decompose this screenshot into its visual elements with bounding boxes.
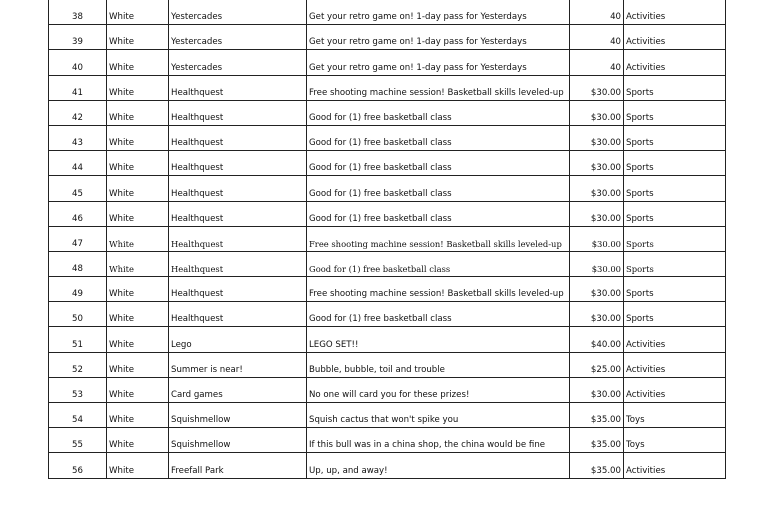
row-number[interactable]: 50 bbox=[49, 302, 107, 327]
color-cell[interactable]: White bbox=[107, 75, 169, 100]
sponsor-cell[interactable]: Yestercades bbox=[169, 0, 307, 25]
row-number[interactable]: 38 bbox=[49, 0, 107, 25]
sponsor-cell[interactable]: Card games bbox=[169, 377, 307, 402]
description-cell[interactable]: Free shooting machine session! Basketball skills leveled-up bbox=[307, 75, 570, 100]
category-cell[interactable]: Sports bbox=[624, 302, 726, 327]
description-cell[interactable]: Free shooting machine session! Basketball skills leveled-up bbox=[307, 277, 570, 302]
color-cell[interactable]: White bbox=[107, 453, 169, 478]
category-cell[interactable]: Sports bbox=[624, 151, 726, 176]
description-cell[interactable]: Get your retro game on! 1-day pass for Yesterdays bbox=[307, 0, 570, 25]
table-row bbox=[49, 302, 726, 327]
color-cell[interactable]: White bbox=[107, 251, 169, 276]
category-cell[interactable]: Sports bbox=[624, 277, 726, 302]
sponsor-cell[interactable]: Summer is near! bbox=[169, 352, 307, 377]
sponsor-cell[interactable]: Healthquest bbox=[169, 176, 307, 201]
color-cell[interactable]: White bbox=[107, 327, 169, 352]
table-row bbox=[49, 251, 726, 276]
color-cell[interactable]: White bbox=[107, 302, 169, 327]
table-row bbox=[49, 50, 726, 75]
category-cell[interactable]: Sports bbox=[624, 100, 726, 125]
category-cell[interactable]: Sports bbox=[624, 251, 726, 276]
table-row bbox=[49, 100, 726, 125]
description-cell[interactable]: Good for (1) free basketball class bbox=[307, 125, 570, 150]
category-cell[interactable]: Activities bbox=[624, 0, 726, 25]
category-cell[interactable]: Toys bbox=[624, 403, 726, 428]
sponsor-cell[interactable]: Healthquest bbox=[169, 277, 307, 302]
row-number[interactable]: 39 bbox=[49, 25, 107, 50]
category-cell[interactable]: Sports bbox=[624, 125, 726, 150]
description-cell[interactable]: Good for (1) free basketball class bbox=[307, 251, 570, 276]
category-cell[interactable]: Activities bbox=[624, 377, 726, 402]
sponsor-cell[interactable]: Yestercades bbox=[169, 25, 307, 50]
color-cell[interactable]: White bbox=[107, 403, 169, 428]
row-number[interactable]: 55 bbox=[49, 428, 107, 453]
category-cell[interactable]: Activities bbox=[624, 50, 726, 75]
description-cell[interactable]: Squish cactus that won't spike you bbox=[307, 403, 570, 428]
value-cell[interactable]: 40 bbox=[570, 25, 624, 50]
value-cell[interactable]: $25.00 bbox=[570, 352, 624, 377]
table-row bbox=[49, 352, 726, 377]
sponsor-cell[interactable]: Healthquest bbox=[169, 201, 307, 226]
sponsor-cell[interactable]: Squishmellow bbox=[169, 428, 307, 453]
description-cell[interactable]: Good for (1) free basketball class bbox=[307, 151, 570, 176]
value-cell[interactable]: 40 bbox=[570, 0, 624, 25]
category-cell[interactable]: Sports bbox=[624, 201, 726, 226]
color-cell[interactable]: White bbox=[107, 25, 169, 50]
table-row bbox=[49, 25, 726, 50]
value-cell[interactable]: $30.00 bbox=[570, 125, 624, 150]
category-cell[interactable]: Sports bbox=[624, 226, 726, 251]
value-cell[interactable]: $30.00 bbox=[570, 201, 624, 226]
table-row bbox=[49, 125, 726, 150]
category-cell[interactable]: Activities bbox=[624, 327, 726, 352]
description-cell[interactable]: Good for (1) free basketball class bbox=[307, 100, 570, 125]
table-row bbox=[49, 428, 726, 453]
color-cell[interactable]: White bbox=[107, 50, 169, 75]
table-row bbox=[49, 277, 726, 302]
color-cell[interactable]: White bbox=[107, 151, 169, 176]
color-cell[interactable]: White bbox=[107, 0, 169, 25]
value-cell[interactable]: 40 bbox=[570, 50, 624, 75]
row-number[interactable]: 53 bbox=[49, 377, 107, 402]
table-row bbox=[49, 403, 726, 428]
sponsor-cell[interactable]: Healthquest bbox=[169, 151, 307, 176]
value-cell[interactable]: $30.00 bbox=[570, 251, 624, 276]
category-cell[interactable]: Activities bbox=[624, 453, 726, 478]
description-cell[interactable]: Get your retro game on! 1-day pass for Yesterdays bbox=[307, 25, 570, 50]
category-cell[interactable]: Toys bbox=[624, 428, 726, 453]
row-number[interactable]: 52 bbox=[49, 352, 107, 377]
row-number[interactable]: 46 bbox=[49, 201, 107, 226]
color-cell[interactable]: White bbox=[107, 125, 169, 150]
sponsor-cell[interactable]: Healthquest bbox=[169, 302, 307, 327]
category-cell[interactable]: Activities bbox=[624, 352, 726, 377]
row-number[interactable]: 48 bbox=[49, 251, 107, 276]
description-cell[interactable]: Get your retro game on! 1-day pass for Yesterdays bbox=[307, 50, 570, 75]
description-cell[interactable]: Free shooting machine session! Basketball skills leveled-up bbox=[307, 226, 570, 251]
row-number[interactable]: 54 bbox=[49, 403, 107, 428]
value-cell[interactable]: $30.00 bbox=[570, 377, 624, 402]
table-row bbox=[49, 0, 726, 25]
description-cell[interactable]: If this bull was in a china shop, the china would be fine bbox=[307, 428, 570, 453]
value-cell[interactable]: $30.00 bbox=[570, 176, 624, 201]
table-row bbox=[49, 151, 726, 176]
color-cell[interactable]: White bbox=[107, 226, 169, 251]
sponsor-cell[interactable]: Freefall Park bbox=[169, 453, 307, 478]
category-cell[interactable]: Sports bbox=[624, 176, 726, 201]
sponsor-cell[interactable]: Healthquest bbox=[169, 125, 307, 150]
row-number[interactable]: 41 bbox=[49, 75, 107, 100]
row-number[interactable]: 43 bbox=[49, 125, 107, 150]
color-cell[interactable]: White bbox=[107, 100, 169, 125]
category-cell[interactable]: Sports bbox=[624, 75, 726, 100]
color-cell[interactable]: White bbox=[107, 428, 169, 453]
prize-table bbox=[48, 0, 726, 479]
row-number[interactable]: 44 bbox=[49, 151, 107, 176]
table-row bbox=[49, 453, 726, 478]
sponsor-cell[interactable]: Healthquest bbox=[169, 75, 307, 100]
color-cell[interactable]: White bbox=[107, 377, 169, 402]
sponsor-cell[interactable]: Lego bbox=[169, 327, 307, 352]
description-cell[interactable]: Good for (1) free basketball class bbox=[307, 302, 570, 327]
description-cell[interactable]: Good for (1) free basketball class bbox=[307, 201, 570, 226]
value-cell[interactable]: $30.00 bbox=[570, 151, 624, 176]
value-cell[interactable]: $35.00 bbox=[570, 403, 624, 428]
sponsor-cell[interactable]: Healthquest bbox=[169, 226, 307, 251]
table-row bbox=[49, 176, 726, 201]
sponsor-cell[interactable]: Squishmellow bbox=[169, 403, 307, 428]
value-cell[interactable]: $30.00 bbox=[570, 226, 624, 251]
table-row bbox=[49, 377, 726, 402]
row-number[interactable]: 42 bbox=[49, 100, 107, 125]
row-number[interactable]: 40 bbox=[49, 50, 107, 75]
row-number[interactable]: 45 bbox=[49, 176, 107, 201]
category-cell[interactable]: Activities bbox=[624, 25, 726, 50]
sponsor-cell[interactable]: Healthquest bbox=[169, 100, 307, 125]
description-cell[interactable]: Good for (1) free basketball class bbox=[307, 176, 570, 201]
row-number[interactable]: 47 bbox=[49, 226, 107, 251]
table-row bbox=[49, 327, 726, 352]
description-cell[interactable]: Bubble, bubble, toil and trouble bbox=[307, 352, 570, 377]
value-cell[interactable]: $30.00 bbox=[570, 100, 624, 125]
description-cell[interactable]: Up, up, and away! bbox=[307, 453, 570, 478]
value-cell[interactable]: $40.00 bbox=[570, 327, 624, 352]
value-cell[interactable]: $30.00 bbox=[570, 302, 624, 327]
value-cell[interactable]: $35.00 bbox=[570, 428, 624, 453]
color-cell[interactable]: White bbox=[107, 277, 169, 302]
color-cell[interactable]: White bbox=[107, 176, 169, 201]
color-cell[interactable]: White bbox=[107, 201, 169, 226]
color-cell[interactable]: White bbox=[107, 352, 169, 377]
table-row bbox=[49, 226, 726, 251]
value-cell[interactable]: $30.00 bbox=[570, 75, 624, 100]
description-cell[interactable]: LEGO SET!! bbox=[307, 327, 570, 352]
sponsor-cell[interactable]: Yestercades bbox=[169, 50, 307, 75]
value-cell[interactable]: $35.00 bbox=[570, 453, 624, 478]
table-row bbox=[49, 75, 726, 100]
row-number[interactable]: 56 bbox=[49, 453, 107, 478]
value-cell[interactable]: $30.00 bbox=[570, 277, 624, 302]
table-row bbox=[49, 201, 726, 226]
description-cell[interactable]: No one will card you for these prizes! bbox=[307, 377, 570, 402]
row-number[interactable]: 51 bbox=[49, 327, 107, 352]
row-number[interactable]: 49 bbox=[49, 277, 107, 302]
sponsor-cell[interactable]: Healthquest bbox=[169, 251, 307, 276]
